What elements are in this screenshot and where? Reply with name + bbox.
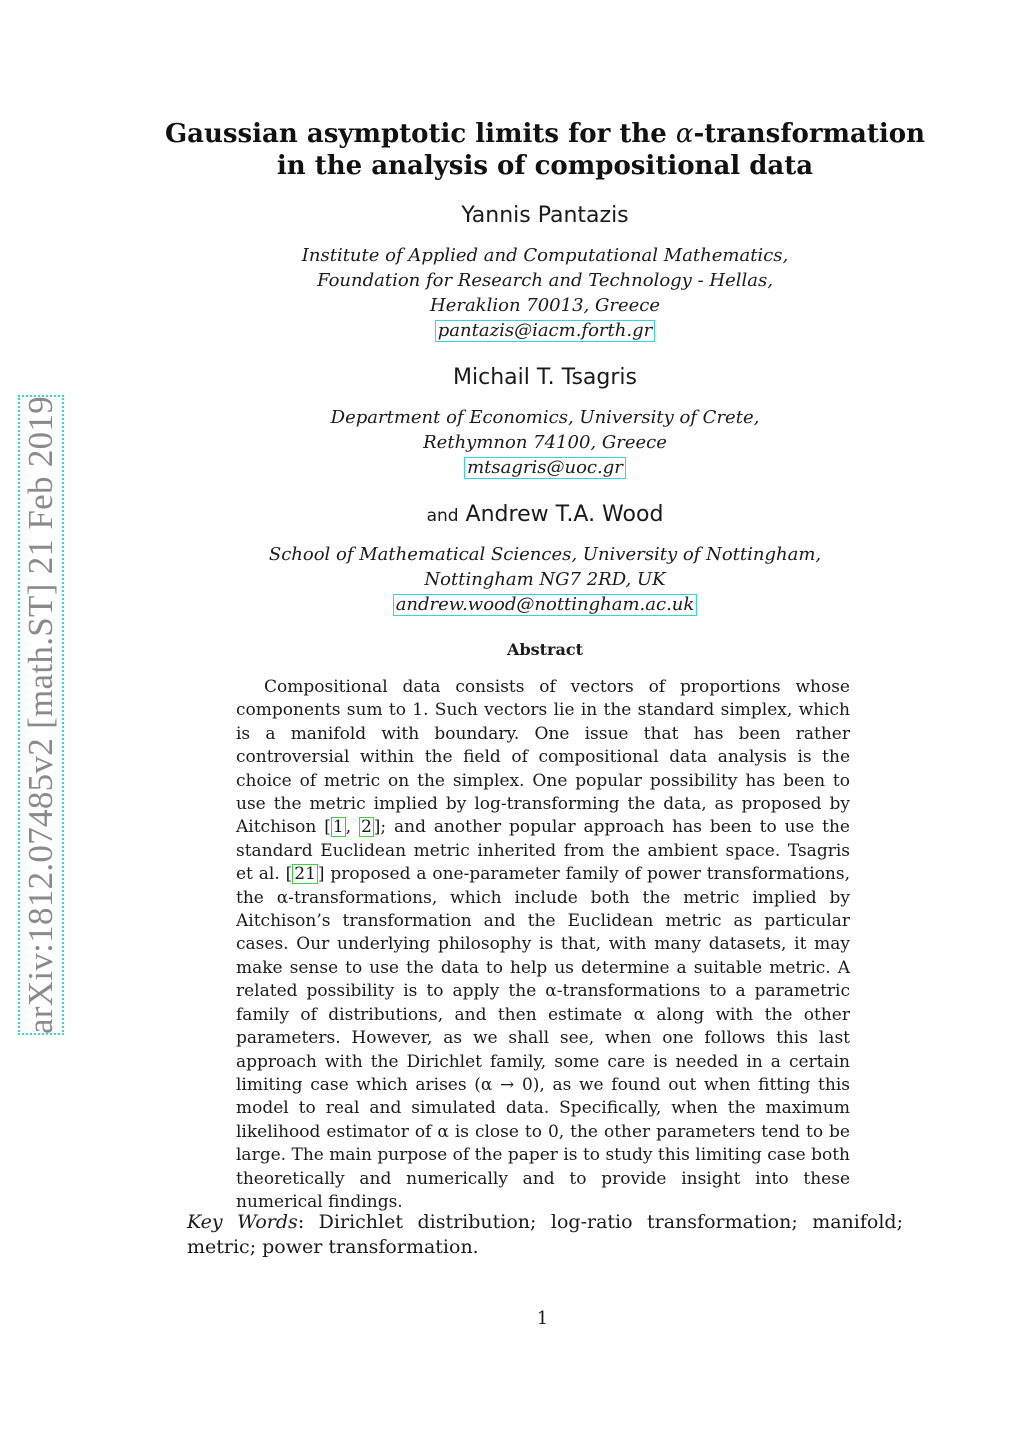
author-name-2: Michail T. Tsagris xyxy=(453,365,637,390)
author-email-link-1[interactable]: pantazis@iacm.forth.gr xyxy=(435,320,655,342)
title-line1-pre: Gaussian asymptotic limits for the xyxy=(164,119,676,149)
title-line2: in the analysis of compositional data xyxy=(276,151,814,181)
abstract-body xyxy=(236,676,850,1214)
author-email-link-3[interactable]: andrew.wood@nottingham.ac.uk xyxy=(393,594,698,616)
citation-link-1[interactable]: 1 xyxy=(332,817,344,838)
title-alpha-symbol: α xyxy=(675,119,694,149)
paper-title xyxy=(150,118,940,182)
affiliation-line: Nottingham NG7 2RD, UK xyxy=(424,569,666,590)
citation-link-2[interactable]: 2 xyxy=(360,817,372,838)
affiliation-line: Institute of Applied and Computational Mathematics, xyxy=(301,245,789,266)
arxiv-identifier-stamp[interactable] xyxy=(18,395,64,1035)
author-email-link-2[interactable]: mtsagris@uoc.gr xyxy=(464,457,626,479)
affiliation-line: Heraklion 70013, Greece xyxy=(430,295,660,316)
abstract-text: Compositional data consists of vectors of proportions whose components sum to 1. Such vectors lie in the standard simplex, which is a manifold with boundary. One issue that has been rather controversial within the field of compositional data analysis is the choice of metric on the simplex. One popular possibility has been to use the metric implied by log-transforming the data, as proposed by Aitchison [ xyxy=(236,677,850,838)
page-number: 1 xyxy=(536,1308,549,1329)
keywords-text: : Dirichlet distribution; log-ratio transformation; manifold; metric; power transformation. xyxy=(187,1211,903,1258)
author-affiliation-2 xyxy=(150,405,940,480)
abstract-text: ]; and another popular approach has been to use the standard Euclidean metric inherited from the ambient space. Tsagris et al. [ xyxy=(236,817,850,885)
author-conjunction: and xyxy=(426,506,459,526)
affiliation-line: School of Mathematical Sciences, University of Nottingham, xyxy=(268,544,822,565)
affiliation-line: Rethymnon 74100, Greece xyxy=(423,432,667,453)
affiliation-line: Department of Economics, University of Crete, xyxy=(330,407,760,428)
author-name-3-text: Andrew T.A. Wood xyxy=(465,502,664,527)
citation-link-21[interactable]: 21 xyxy=(294,864,316,885)
keywords-label: Key Words xyxy=(187,1211,298,1233)
title-line1-post: -transformation xyxy=(693,119,926,149)
author-affiliation-3 xyxy=(150,542,940,617)
author-name-3 xyxy=(150,502,940,527)
keywords xyxy=(187,1210,903,1260)
abstract-text: ] proposed a one-parameter family of power transformations, the α-transformations, which include both the metric implied by Aitchison’s transformation and the Euclidean metric as particular cases. Our underlying philosophy is that, with many datasets, it may make sense to use the data to help us determine a suitable metric. A related possibility is to apply the α-transformations to a parametric family of distributions, and then estimate α along with the other parameters. However, as we shall see, when one follows this last approach with the Dirichlet family, some care is needed in a certain limiting case which arises (α → 0), as we found out when fitting this model to real and simulated data. Specifically, when the maximum likelihood estimator of α is close to 0, the other parameters tend to be large. The main purpose of the paper is to study this limiting case both theoretically and numerically and to provide insight into these numerical findings. xyxy=(236,864,850,1212)
abstract-heading: Abstract xyxy=(507,640,583,659)
arxiv-stamp-text: arXiv:1812.07485v2 [math.ST] 21 Feb 2019 xyxy=(21,395,60,1035)
author-affiliation-1 xyxy=(150,243,940,343)
abstract-text: , xyxy=(345,817,359,838)
author-name-1: Yannis Pantazis xyxy=(461,203,629,228)
affiliation-line: Foundation for Research and Technology - Hellas, xyxy=(317,270,773,291)
